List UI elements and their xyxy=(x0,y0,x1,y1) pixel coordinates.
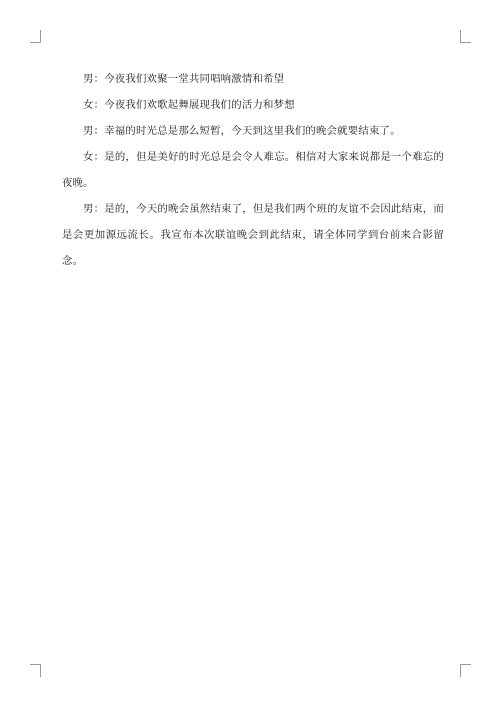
speaker-separator: ： xyxy=(93,73,105,85)
dialogue-line xyxy=(62,144,444,196)
line-text: 是的，但是美好的时光总是会令人难忘。相信对大家来说都是一个难忘的夜晚。 xyxy=(62,151,444,189)
speaker-separator: ： xyxy=(93,203,105,215)
dialogue-line xyxy=(62,66,444,92)
crop-mark-top-left xyxy=(30,30,41,43)
speaker-separator: ： xyxy=(93,99,105,111)
speaker-separator: ： xyxy=(93,125,105,137)
speaker-label: 男 xyxy=(83,73,94,85)
dialogue-line xyxy=(62,92,444,118)
speaker-label: 女 xyxy=(83,151,94,163)
document-body xyxy=(62,66,444,274)
speaker-label: 男 xyxy=(83,125,94,137)
crop-mark-bottom-left xyxy=(30,664,41,677)
speaker-label: 女 xyxy=(83,99,94,111)
line-text: 今夜我们欢聚一堂共同唱响激情和希望 xyxy=(104,73,285,85)
line-text: 幸福的时光总是那么短暂，今天到这里我们的晚会就要结束了。 xyxy=(104,125,401,137)
line-text: 是的，今天的晚会虽然结束了，但是我们两个班的友谊不会因此结束，而是会更加源远流长。我宣布本次联谊晚会到此结束，请全体同学到台前来合影留念。 xyxy=(62,203,444,267)
speaker-label: 男 xyxy=(83,203,94,215)
crop-mark-bottom-right xyxy=(460,664,471,677)
dialogue-line xyxy=(62,118,444,144)
line-text: 今夜我们欢歌起舞展现我们的活力和梦想 xyxy=(104,99,295,111)
speaker-separator: ： xyxy=(93,151,105,163)
dialogue-line xyxy=(62,196,444,274)
crop-mark-top-right xyxy=(460,30,471,43)
